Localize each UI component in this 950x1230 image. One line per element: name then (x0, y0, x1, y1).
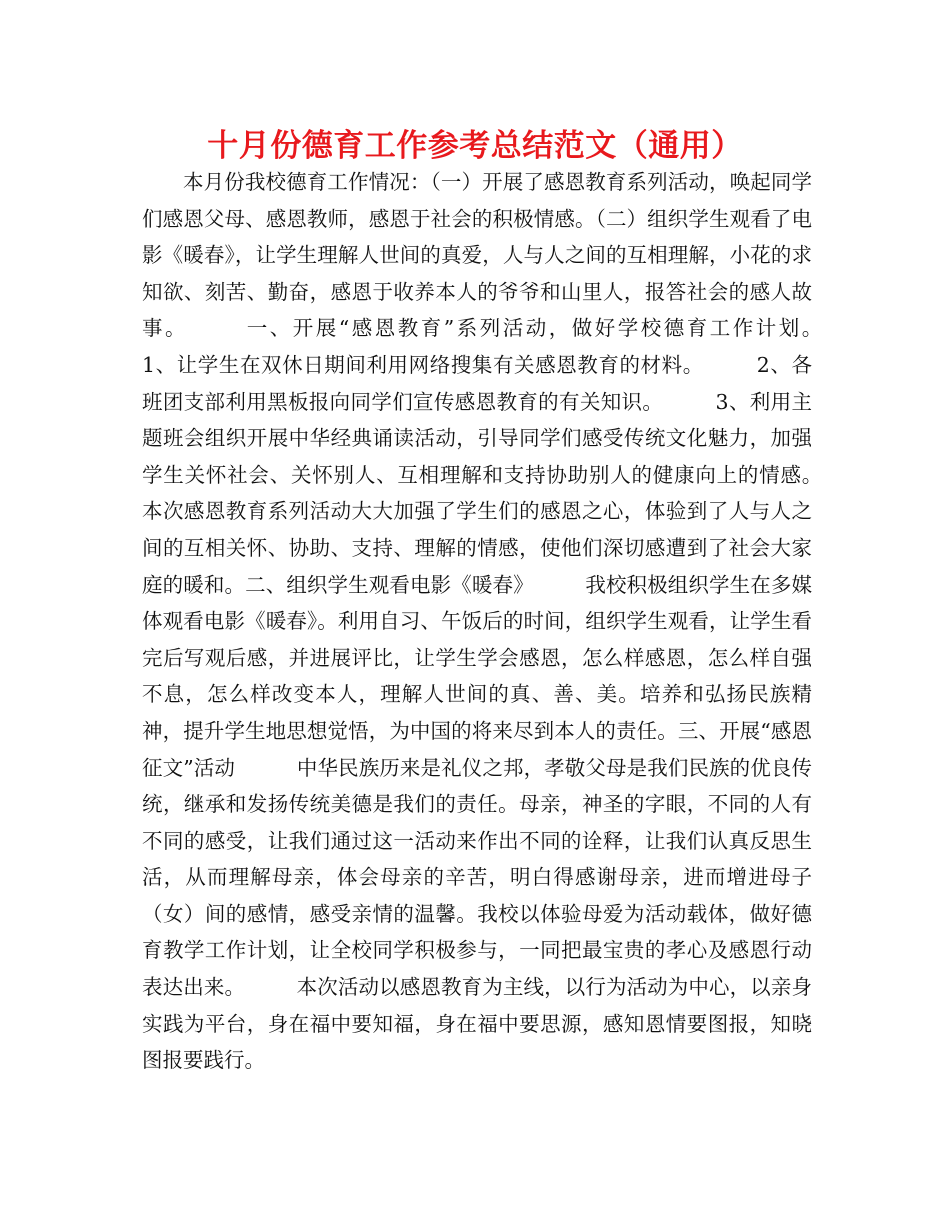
document-title: 十月份德育工作参考总结范文（通用） (207, 128, 743, 164)
document-body: 本月份我校德育工作情况：（一）开展了感恩教育系列活动，唤起同学们感恩父母、感恩教师，感恩于社会的积极情感。（二）组织学生观看了电影《暖春》，让学生理解人世间的真爱，人与人之间的互相理解，小花的求知欲、刻苦、勤奋，感恩于收养本人的爷爷和山里人，报答社会的感人故事。 一、开展“感恩教育”系列活动，做好学校德育工作计划。 1、让学生在双休日期间利用网络搜集有关感恩教育的材料。 2、各班团支部利用黑板报向同学们宣传感恩教育的有关知识。 3、利用主题班会组织开展中华经典诵读活动，引导同学们感受传统文化魅力，加强学生关怀社会、关怀别人、互相理解和支持协助别人的健康向上的情感。 本次感恩教育系列活动大大加强了学生们的感恩之心，体验到了人与人之间的互相关怀、协助、支持、理解的情感，使他们深切感遭到了社会大家庭的暖和。二、组织学生观看电影《暖春》 我校积极组织学生在多媒体观看电影《暖春》。利用自习、午饭后的时间，组织学生观看，让学生看完后写观后感，并进展评比，让学生学会感恩，怎么样感恩，怎么样自强不息，怎么样改变本人，理解人世间的真、善、美。培养和弘扬民族精神，提升学生地思想觉悟，为中国的将来尽到本人的责任。三、开展“感恩征文”活动 中华民族历来是礼仪之邦，孝敬父母是我们民族的优良传统，继承和发扬传统美德是我们的责任。母亲，神圣的字眼，不同的人有不同的感受，让我们通过这一活动来作出不同的诠释，让我们认真反思生活，从而理解母亲，体会母亲的辛苦，明白得感谢母亲，进而增进母子（女）间的感情，感受亲情的温馨。我校以体验母爱为活动载体，做好德育教学工作计划，让全校同学积极参与，一同把最宝贵的孝心及感恩行动表达出来。 本次活动以感恩教育为主线，以行为活动为中心，以亲身实践为平台，身在福中要知福，身在福中要思源，感知恩情要图报，知晓图报要践行。 (142, 170, 874, 1073)
